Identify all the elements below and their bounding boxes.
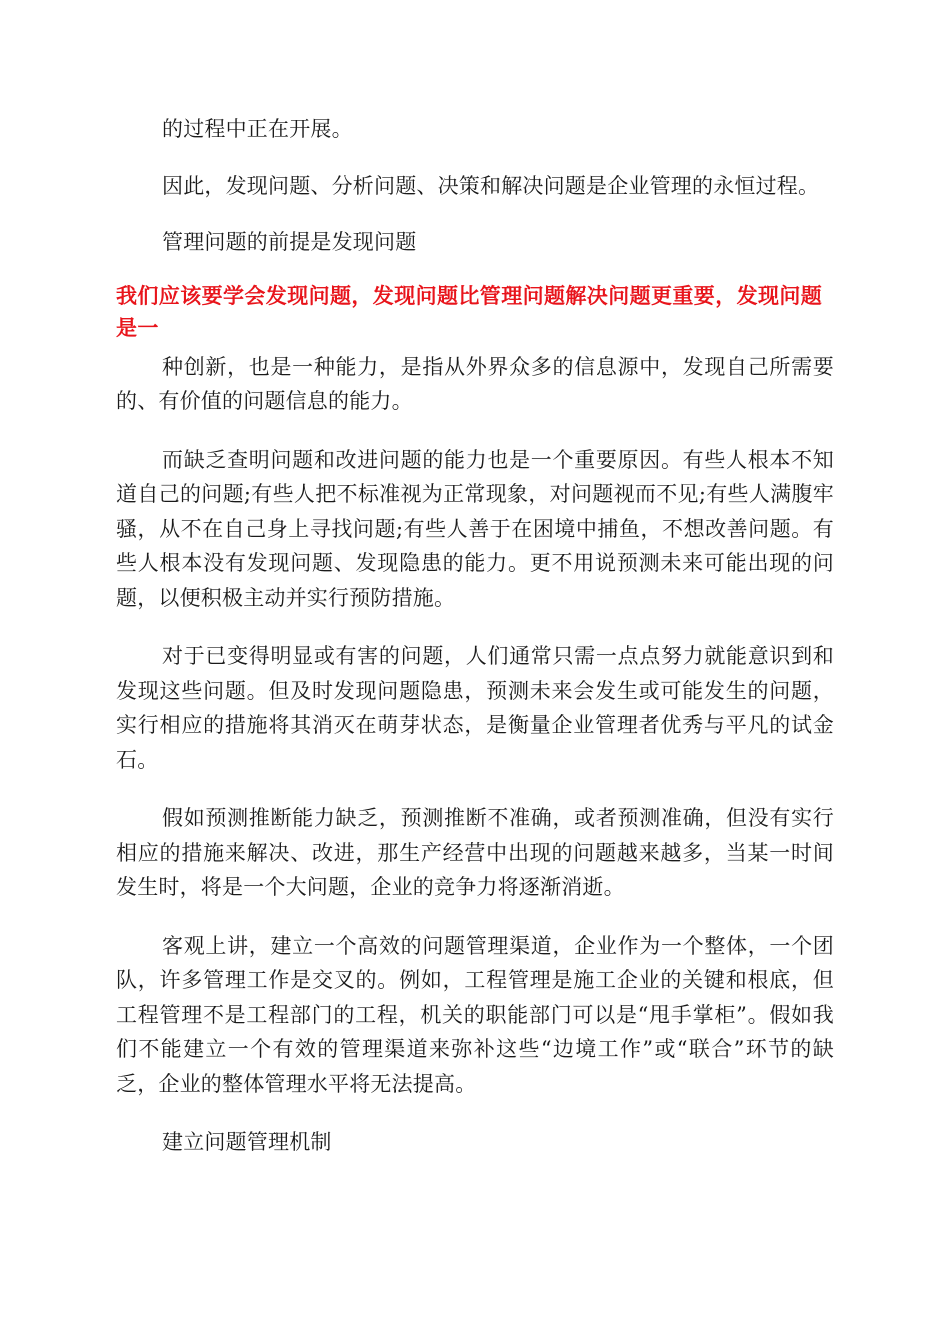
paragraph-2: 因此，发现问题、分析问题、决策和解决问题是企业管理的永恒过程。 xyxy=(162,173,820,198)
document-page xyxy=(116,112,834,1160)
highlighted-heading: 我们应该要学会发现问题，发现问题比管理问题解决问题更重要，发现问题是一 xyxy=(116,283,823,340)
paragraph-6: 对于已变得明显或有害的问题，人们通常只需一点点努力就能意识到和发现这些问题。但及时发现问题隐患，预测未来会发生或可能发生的问题，实行相应的措施将其消灭在萌芽状态，是衡量企业管理者优秀与平凡的试金石。 xyxy=(116,644,834,772)
paragraph-4: 种创新，也是一种能力，是指从外界众多的信息源中，发现自己所需要的、有价值的问题信息的能力。 xyxy=(116,354,834,413)
paragraph-1: 的过程中正在开展。 xyxy=(162,117,353,141)
paragraph-9: 建立问题管理机制 xyxy=(162,1130,332,1154)
paragraph-3: 管理问题的前提是发现问题 xyxy=(162,230,417,254)
paragraph-7: 假如预测推断能力缺乏，预测推断不准确，或者预测准确，但没有实行相应的措施来解决、改进，那生产经营中出现的问题越来越多，当某一时间发生时，将是一个大问题，企业的竞争力将逐渐消逝。 xyxy=(116,806,834,899)
paragraph-8: 客观上讲，建立一个高效的问题管理渠道，企业作为一个整体，一个团队，许多管理工作是交叉的。例如，工程管理是施工企业的关键和根底，但工程管理不是工程部门的工程，机关的职能部门可以是“甩手掌柜”。假如我们不能建立一个有效的管理渠道来弥补这些“边境工作”或“联合”环节的缺乏，企业的整体管理水平将无法提高。 xyxy=(116,933,834,1096)
paragraph-5: 而缺乏查明问题和改进问题的能力也是一个重要原因。有些人根本不知道自己的问题;有些人把不标准视为正常现象，对问题视而不见;有些人满腹牢骚，从不在自己身上寻找问题;有些人善于在困境中捕鱼，不想改善问题。有些人根本没有发现问题、发现隐患的能力。更不用说预测未来可能出现的问题，以便积极主动并实行预防措施。 xyxy=(116,447,834,610)
